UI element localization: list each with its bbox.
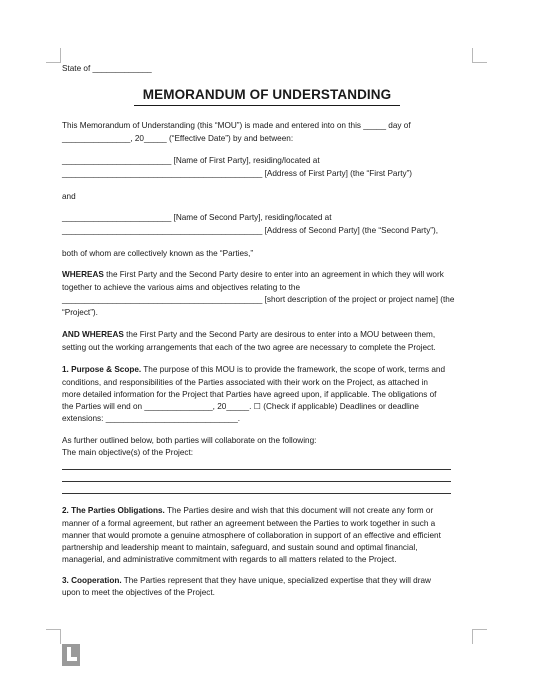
- section3-line-2: upon to meet the objectives of the Project.: [62, 588, 215, 597]
- section1-line-5: extensions: _____________________________.: [62, 414, 241, 423]
- section1-heading: 1. Purpose & Scope.: [62, 365, 142, 374]
- crop-mark-bottom-right: [472, 629, 487, 644]
- section1-line-2: conditions, and responsibilities of the Parties associated with their work on the Project, as attached in: [62, 378, 428, 387]
- section3-text-1: The Parties represent that they have unique, specialized expertise that they will draw: [121, 576, 431, 585]
- first-party-address-line: ____________________________________________ [Address of First Party] (the “First Party”): [62, 169, 413, 178]
- first-party-name-line: ________________________ [Name of First Party], residing/located at: [62, 156, 320, 165]
- title-underline: [134, 105, 400, 106]
- further-line-2: The main objective(s) of the Project:: [62, 448, 194, 457]
- document-title: MEMORANDUM OF UNDERSTANDING: [142, 87, 392, 102]
- section1-line-3: more detailed information for the Project that Parties have agreed upon, if applicable. The obligations of: [62, 390, 437, 399]
- whereas-line-4: “Project”).: [62, 308, 98, 317]
- and-whereas-text-1: the First Party and the Second Party are desirous to enter into a MOU between them,: [123, 330, 436, 339]
- section1-line-4: the Parties will end on _______________, 20_____. ☐ (Check if applicable) Deadlines or deadline: [62, 402, 419, 411]
- crop-mark-bottom-left: [46, 629, 61, 644]
- whereas-lead: WHEREAS: [62, 270, 104, 279]
- and-whereas-line-2: setting out the working arrangements that each of the two agree are necessary to complete the Project.: [62, 343, 436, 352]
- crop-mark-top-left: [46, 48, 61, 63]
- legal-document-logo-icon: [62, 644, 80, 666]
- section3-line-1: [62, 575, 431, 587]
- section2-line-3: manner that would promote a genuine atmosphere of collaboration in support of an effective and efficient: [62, 531, 441, 540]
- whereas-text-1: the First Party and the Second Party desire to enter into an agreement in which they will work: [103, 270, 444, 279]
- section2-line-4: partnership and leadership meant to maintain, safeguard, and sustain sound and optimal financial,: [62, 543, 418, 552]
- second-party-address-line: ____________________________________________ [Address of Second Party] (the “Second Party”),: [62, 226, 439, 235]
- further-line-1: As further outlined below, both parties will collaborate on the following:: [62, 436, 317, 445]
- and-word: and: [62, 192, 76, 201]
- section1-line-1: [62, 364, 445, 376]
- whereas-line-3: ____________________________________________ [short description of the project or project name] (the: [62, 295, 455, 304]
- second-party-name-line: ________________________ [Name of Second Party], residing/located at: [62, 213, 332, 222]
- section1-text-1: The purpose of this MOU is to provide the framework, the scope of work, terms and: [141, 365, 446, 374]
- and-whereas-lead: AND WHEREAS: [62, 330, 124, 339]
- intro-line-2: _______________, 20_____ (“Effective Date”) by and between:: [62, 134, 294, 143]
- section2-heading: 2. The Parties Obligations.: [62, 506, 165, 515]
- section2-line-2: manner of a formal agreement, but rather an agreement between the Parties to work together in such a: [62, 519, 436, 528]
- objective-blank-line-1: [62, 469, 451, 470]
- state-field: State of _____________: [62, 64, 152, 73]
- section2-line-1: [62, 505, 433, 517]
- section3-heading: 3. Cooperation.: [62, 576, 122, 585]
- section2-line-5: managerial, and administrative commitment with regards to all matters related to the Project.: [62, 555, 397, 564]
- whereas-line-2: together to achieve the various aims and objectives relating to the: [62, 283, 301, 292]
- objective-blank-line-2: [62, 481, 451, 482]
- objective-blank-line-3: [62, 493, 451, 494]
- section2-text-1: The Parties desire and wish that this document will not create any form or: [164, 506, 434, 515]
- whereas-line-1: [62, 269, 444, 281]
- and-whereas-line-1: [62, 329, 435, 341]
- intro-line-1: This Memorandum of Understanding (this “MOU”) is made and entered into on this _____ day of: [62, 121, 411, 130]
- parties-line: both of whom are collectively known as the “Parties,”: [62, 249, 254, 258]
- crop-mark-top-right: [472, 48, 487, 63]
